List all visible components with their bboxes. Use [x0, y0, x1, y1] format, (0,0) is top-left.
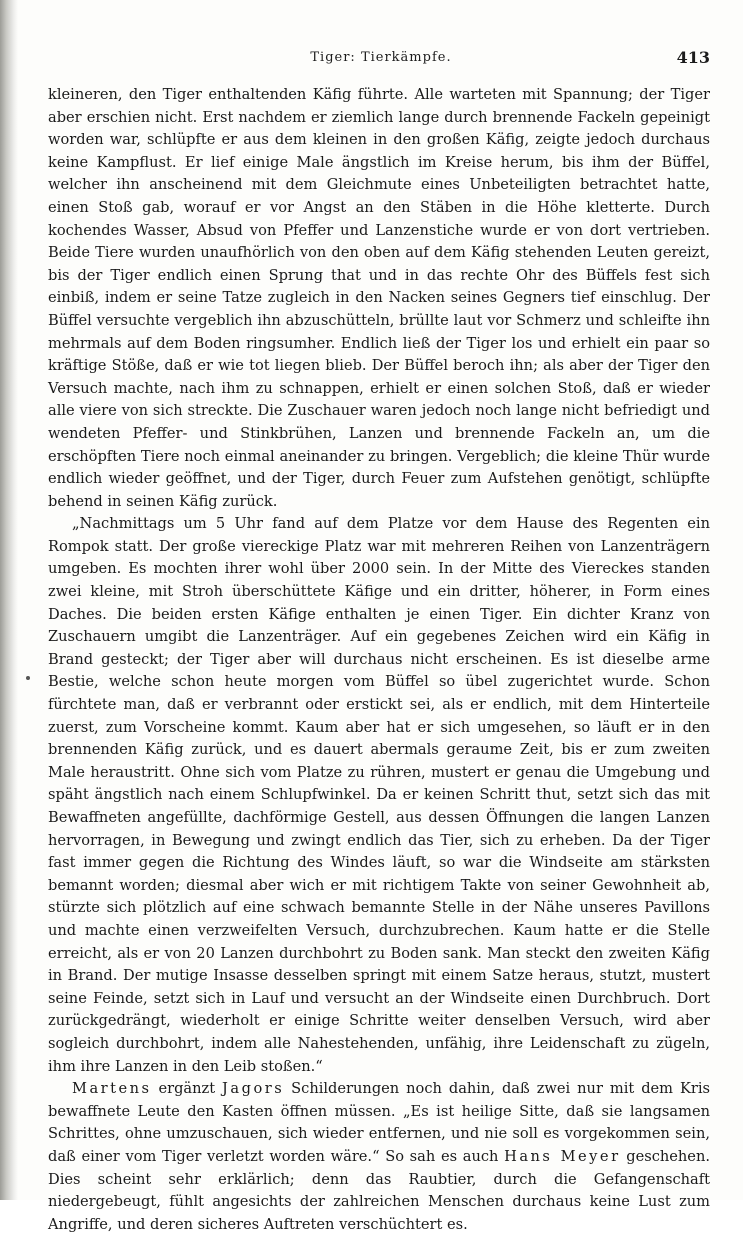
paragraph-rompok-quote: „Nachmittags um 5 Uhr fand auf dem Platze vor dem Hause des Regenten ein Rompok statt. Der große viereckige Platz war mit mehreren Reihen von Lanzenträgern umgeben. Es mochten ihrer wohl über 2000 sein. In der Mitte des Viereckes standen zwei kleine, mit Stroh überschüttete Käfige und ein dritter, höherer, in Form eines Daches. Die beiden ersten Käfige enthalten je einen Tiger. Ein dichter Kranz von Zuschauern umgibt die Lanzenträger. Auf ein gegebenes Zeichen wird ein Käfig in Brand gesteckt; der Tiger aber will durchaus nicht erscheinen. Es ist dieselbe arme Bestie, welche schon heute morgen vom Büffel so übel zugerichtet wurde. Schon fürchtete man, daß er verbrannt oder erstickt sei, als er endlich, mit dem Hinterteile zuerst, zum Vorscheine kommt. Kaum aber hat er sich umgesehen, so läuft er in den brennenden Käfig zurück, und es dauert abermals geraume Zeit, bis er zum zweiten Male heraustritt. Ohne sich vom Platze zu rühren, mustert er genau die Umgebung und späht ängstlich nach einem Schlupfwinkel. Da er keinen Schritt thut, setzt sich das mit Bewaffneten angefüllte, dachförmige Gestell, aus dessen Öffnungen die langen Lanzen hervorragen, in Bewegung und zwingt endlich das Tier, sich zu erheben. Da der Tiger fast immer gegen die Richtung des Windes läuft, so war die Windseite am stärksten bemannt worden; diesmal aber wich er mit richtigem Takte von seiner Gewohnheit ab, stürzte sich plötzlich auf eine schwach bemannte Stelle in der Nähe unseres Pavillons und machte einen verzweifelten Versuch, durchzubrechen. Kaum hatte er die Stelle erreicht, als er von 20 Lanzen durchbohrt zu Boden sank. Man steckt den zweiten Käfig in Brand. Der mutige Insasse desselben springt mit einem Satze heraus, stutzt, mustert seine Feinde, setzt sich in Lauf und versucht an der Windseite einen Durchbruch. Dort zurückgedrängt, wiederholt er einige Schritte weiter denselben Versuch, wird aber sogleich durchbohrt, indem alle Nahestehenden, unfähig, ihre Leidenschaft zu zügeln, ihm ihre Lanzen in den Leib stoßen.“	[48, 515, 710, 1075]
name-martens: Martens	[72, 1080, 152, 1098]
print-speck	[26, 676, 30, 680]
running-title: Tiger: Tierkämpfe.	[310, 50, 452, 65]
paragraph-tiger-buffalo-fight: kleineren, den Tiger enthaltenden Käfig führte. Alle warteten mit Spannung; der Tiger aber erschien nicht. Erst nachdem er ziemlich lange durch brennende Fackeln gepeinigt worden war, schlüpfte er aus dem kleinen in den großen Käfig, zeigte jedoch durchaus keine Kampflust. Er lief einige Male ängstlich im Kreise herum, bis ihm der Büffel, welcher ihn anscheinend mit dem Gleichmute eines Unbeteiligten betrachtet hatte, einen Stoß gab, worauf er vor Angst an den Stäben in die Höhe kletterte. Durch kochendes Wasser, Absud von Pfeffer und Lanzenstiche wurde er von dort vertrieben. Beide Tiere wurden unaufhörlich von den oben auf dem Käfig stehenden Leuten gereizt, bis der Tiger endlich einen Sprung that und in das rechte Ohr des Büffels fest sich einbiß, indem er seine Tatze zugleich in den Nacken seines Gegners tief einschlug. Der Büffel versuchte vergeblich ihn abzuschütteln, brüllte laut vor Schmerz und schleifte ihn mehrmals auf dem Boden ringsumher. Endlich ließ der Tiger los und erhielt ein paar so kräftige Stöße, daß er wie tot liegen blieb. Der Büffel beroch ihn; als aber der Tiger den Versuch machte, nach ihm zu schnappen, erhielt er einen solchen Stoß, daß er wieder alle viere von sich streckte. Die Zuschauer waren jedoch noch lange nicht befriedigt und wendeten Pfeffer- und Stinkbrühen, Lanzen und brennende Fackeln an, um die erschöpften Tiere noch einmal aneinander zu bringen. Vergeblich; die kleine Thür wurde endlich wieder geöffnet, und der Tiger, durch Feuer zum Aufstehen genötigt, schlüpfte behend in seinen Käfig zurück.	[48, 86, 710, 510]
paragraph-martens-addition	[48, 1078, 710, 1236]
running-head	[52, 50, 710, 74]
body-text	[48, 84, 710, 1236]
paragraph-text-part-c: geschehen. Dies scheint sehr erklärlich; denn das Raubtier, durch die Gefangenschaft niedergebeugt, fühlt angesichts der zahlreichen Menschen durchaus keine Lust zum Angriffe, und deren sicheres Auftreten verschüchtert es.	[48, 1147, 710, 1233]
paragraph-text-part-a: ergänzt	[151, 1080, 223, 1098]
paragraph-text-part-b: Schilderungen noch dahin, daß zwei nur mit dem Kris bewaffnete Leute den Kasten öffnen müssen. „Es ist heilige Sitte, daß sie langsamen Schrittes, ohne umzuschauen, sich wieder entfernen, und nie soll es vorgekommen sein, daß einer vom Tiger verletzt worden wäre.“ So sah es auch	[48, 1080, 711, 1165]
name-hans-meyer: Hans Meyer	[504, 1147, 621, 1165]
page-number: 413	[676, 48, 710, 67]
page-gutter-shadow	[0, 0, 18, 1200]
name-jagors: Jagors	[222, 1080, 285, 1098]
